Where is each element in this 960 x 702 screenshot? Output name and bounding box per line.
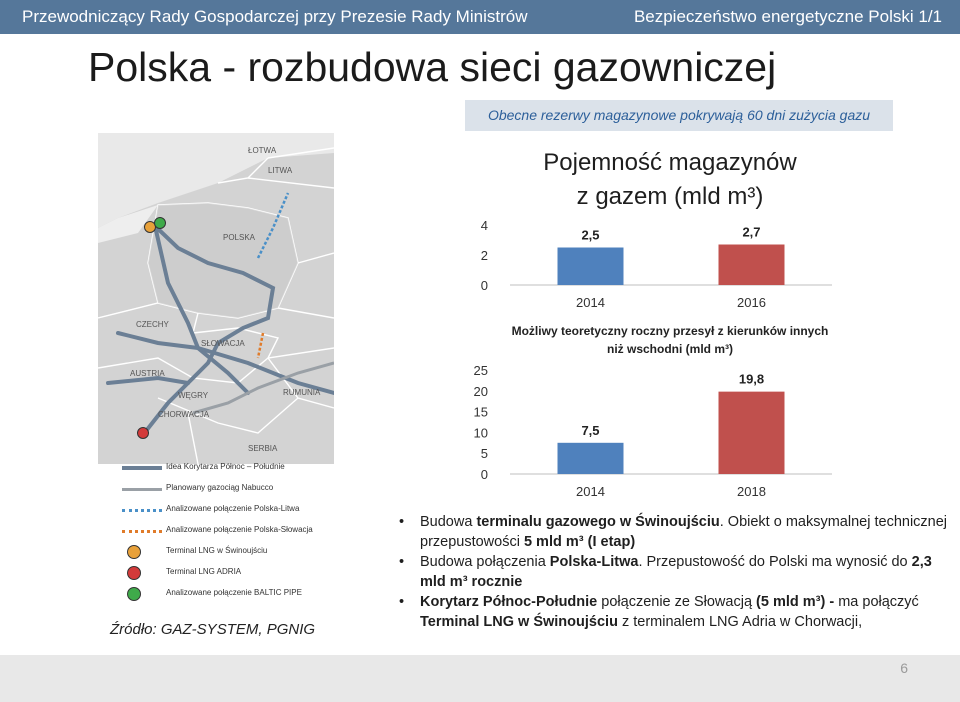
map-label-slowacja: SŁOWACJA (201, 339, 245, 348)
legend-dot-icon (127, 587, 141, 601)
map-graphic (98, 133, 334, 464)
storage-banner: Obecne rezerwy magazynowe pokrywają 60 dni zużycia gazu (465, 100, 893, 131)
transit-chart-title: Możliwy teoretyczny roczny przesył z kierunków innych niż wschodni (mld m³) (511, 324, 829, 356)
legend-item-pl-lt: Analizowane połączenie Polska-Litwa (100, 504, 332, 518)
legend-item-pl-sk: Analizowane połączenie Polska-Słowacja (100, 525, 332, 539)
y-tick-label: 2 (480, 248, 488, 263)
y-tick-label: 0 (480, 467, 488, 482)
bar-2018 (719, 392, 785, 474)
data-label: 19,8 (738, 371, 765, 387)
y-tick-label: 15 (473, 404, 488, 420)
key-points-list (393, 512, 953, 632)
y-tick-label: 10 (473, 425, 488, 441)
header-bar (0, 0, 960, 34)
data-label: 2,7 (742, 224, 761, 240)
page-title: Polska - rozbudowa sieci gazowniczej (88, 44, 777, 90)
bullet-item-corridor: • Korytarz Północ-Południe połączenie ze Słowacją (5 mld m³) - ma połączyć Terminal LNG w Świnoujściu z terminalem LNG Adria w Chorwacji, (393, 592, 953, 632)
legend-item-nabucco: Planowany gazociąg Nabucco (100, 483, 332, 497)
transit-capacity-chart (470, 360, 850, 505)
bar-2014 (558, 443, 624, 474)
data-label: 7,5 (581, 422, 600, 438)
map-label-rumunia: RUMUNIA (283, 388, 321, 397)
y-tick-label: 4 (480, 218, 488, 233)
header-left-text: Przewodniczący Rady Gospodarczej przy Prezesie Rady Ministrów (22, 7, 528, 26)
page-number: 6 (900, 660, 908, 676)
gas-network-map (98, 133, 334, 464)
map-label-czechy: CZECHY (136, 320, 169, 329)
map-label-austria: AUSTRIA (130, 369, 165, 378)
map-label-litwa: LITWA (268, 166, 293, 175)
legend-dotted-icon (122, 509, 162, 512)
lng-swinoujscie-marker (145, 222, 156, 233)
bullet-item-pl-lt: • Budowa połączenia Polska-Litwa. Przepustowość do Polski ma wynosić do 2,3 mld m³ rocznie (393, 552, 953, 592)
storage-chart-title: Pojemność magazynów z gazem (mld m³) (543, 149, 797, 210)
x-tick-label: 2018 (737, 484, 766, 499)
bar-2014 (558, 248, 624, 286)
header-right-text: Bezpieczeństwo energetyczne Polski 1/1 (633, 7, 942, 26)
y-tick-label: 25 (473, 363, 488, 378)
footer-bar (0, 655, 960, 702)
map-label-wegry: WĘGRY (178, 391, 209, 400)
map-label-polska: POLSKA (223, 233, 256, 242)
legend-item-north-south: Idea Korytarza Północ – Południe (100, 462, 332, 476)
legend-dot-icon (127, 566, 141, 580)
bullet-item-terminal: • Budowa terminalu gazowego w Świnoujściu. Obiekt o maksymalnej technicznej przepustowości 5 mld m³ (I etap) (393, 512, 953, 552)
map-legend (100, 456, 332, 606)
map-label-chorwacja: CHORWACJA (158, 410, 210, 419)
y-tick-label: 20 (473, 383, 488, 399)
storage-capacity-chart (470, 205, 850, 315)
legend-dot-icon (127, 545, 141, 559)
legend-line-icon (122, 488, 162, 491)
source-note: Źródło: GAZ-SYSTEM, PGNIG (110, 621, 316, 638)
legend-dotted-icon (122, 530, 162, 533)
legend-item-lng-adria: Terminal LNG ADRIA (100, 567, 332, 581)
legend-item-lng-swinoujscie: Terminal LNG w Świnoujściu (100, 546, 332, 560)
data-label: 2,5 (581, 227, 600, 243)
baltic-pipe-marker (155, 218, 166, 229)
y-tick-label: 5 (480, 446, 488, 462)
bar-2016 (719, 245, 785, 286)
lng-adria-marker (138, 428, 149, 439)
legend-item-baltic-pipe: Analizowane połączenie BALTIC PIPE (100, 588, 332, 602)
map-label-lotwa: ŁOTWA (248, 146, 277, 155)
x-tick-label: 2014 (576, 484, 605, 499)
y-tick-label: 0 (480, 278, 488, 293)
x-tick-label: 2016 (737, 295, 766, 310)
map-label-serbia: SERBIA (248, 444, 278, 453)
x-tick-label: 2014 (576, 295, 605, 310)
legend-line-icon (122, 466, 162, 470)
